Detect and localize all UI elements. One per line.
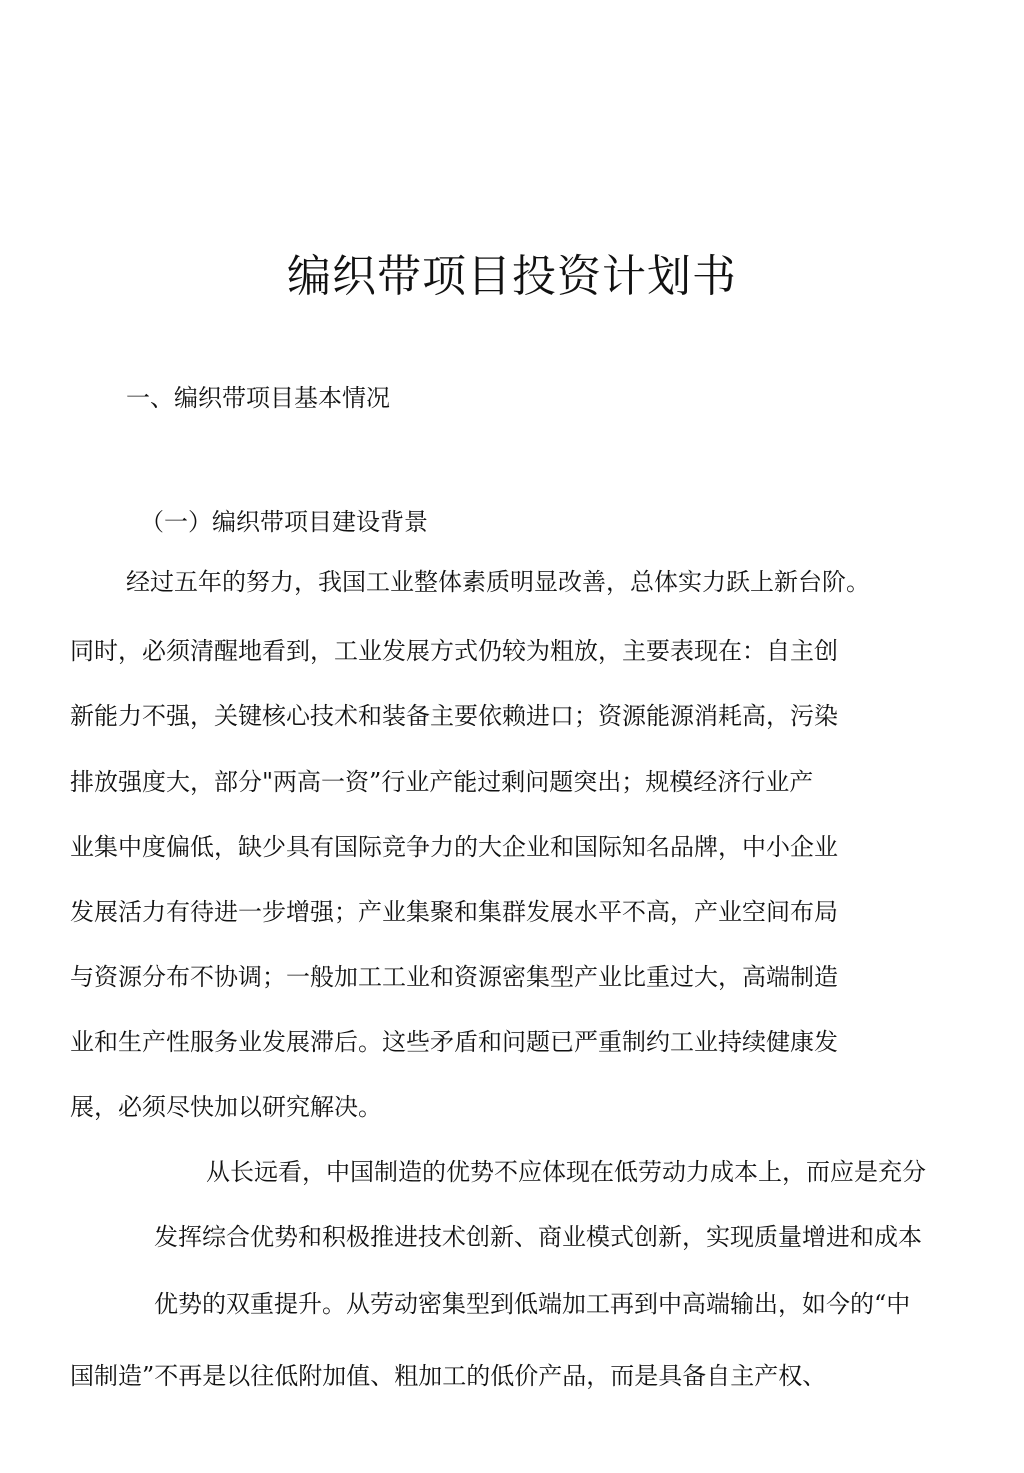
document-title: 编织带项目投资计划书: [287, 251, 737, 302]
paragraph-line: 国制造”不再是以往低附加值、粗加工的低价产品，而是具备自主产权、: [70, 1362, 827, 1390]
paragraph-line: 排放强度大，部分"两高一资”行业产能过剩问题突出；规模经济行业产: [70, 768, 814, 796]
paragraph-line: 发展活力有待进一步增强；产业集聚和集群发展水平不高，产业空间布局: [70, 898, 838, 926]
paragraph-line: 与资源分布不协调；一般加工工业和资源密集型产业比重过大，高端制造: [70, 963, 838, 991]
paragraph-line: 从长远看，中国制造的优势不应体现在低劳动力成本上，而应是充分: [206, 1158, 926, 1186]
subsection-heading: （一）编织带项目建设背景: [140, 508, 428, 536]
section-heading: 一、编织带项目基本情况: [126, 384, 390, 412]
paragraph-line: 业集中度偏低，缺少具有国际竞争力的大企业和国际知名品牌，中小企业: [70, 833, 838, 861]
paragraph-line: 同时，必须清醒地看到，工业发展方式仍较为粗放，主要表现在：自主创: [70, 637, 838, 665]
paragraph-line: 新能力不强，关键核心技术和装备主要依赖进口；资源能源消耗高，污染: [70, 702, 838, 730]
paragraph-line: 发挥综合优势和积极推进技术创新、商业模式创新，实现质量增进和成本: [154, 1223, 922, 1251]
paragraph-line: 经过五年的努力，我国工业整体素质明显改善，总体实力跃上新台阶。: [126, 568, 870, 596]
paragraph-line: 优势的双重提升。从劳动密集型到低端加工再到中高端输出，如今的“中: [154, 1290, 911, 1318]
paragraph-line: 展，必须尽快加以研究解决。: [70, 1093, 382, 1121]
paragraph-line: 业和生产性服务业发展滞后。这些矛盾和问题已严重制约工业持续健康发: [70, 1028, 838, 1056]
